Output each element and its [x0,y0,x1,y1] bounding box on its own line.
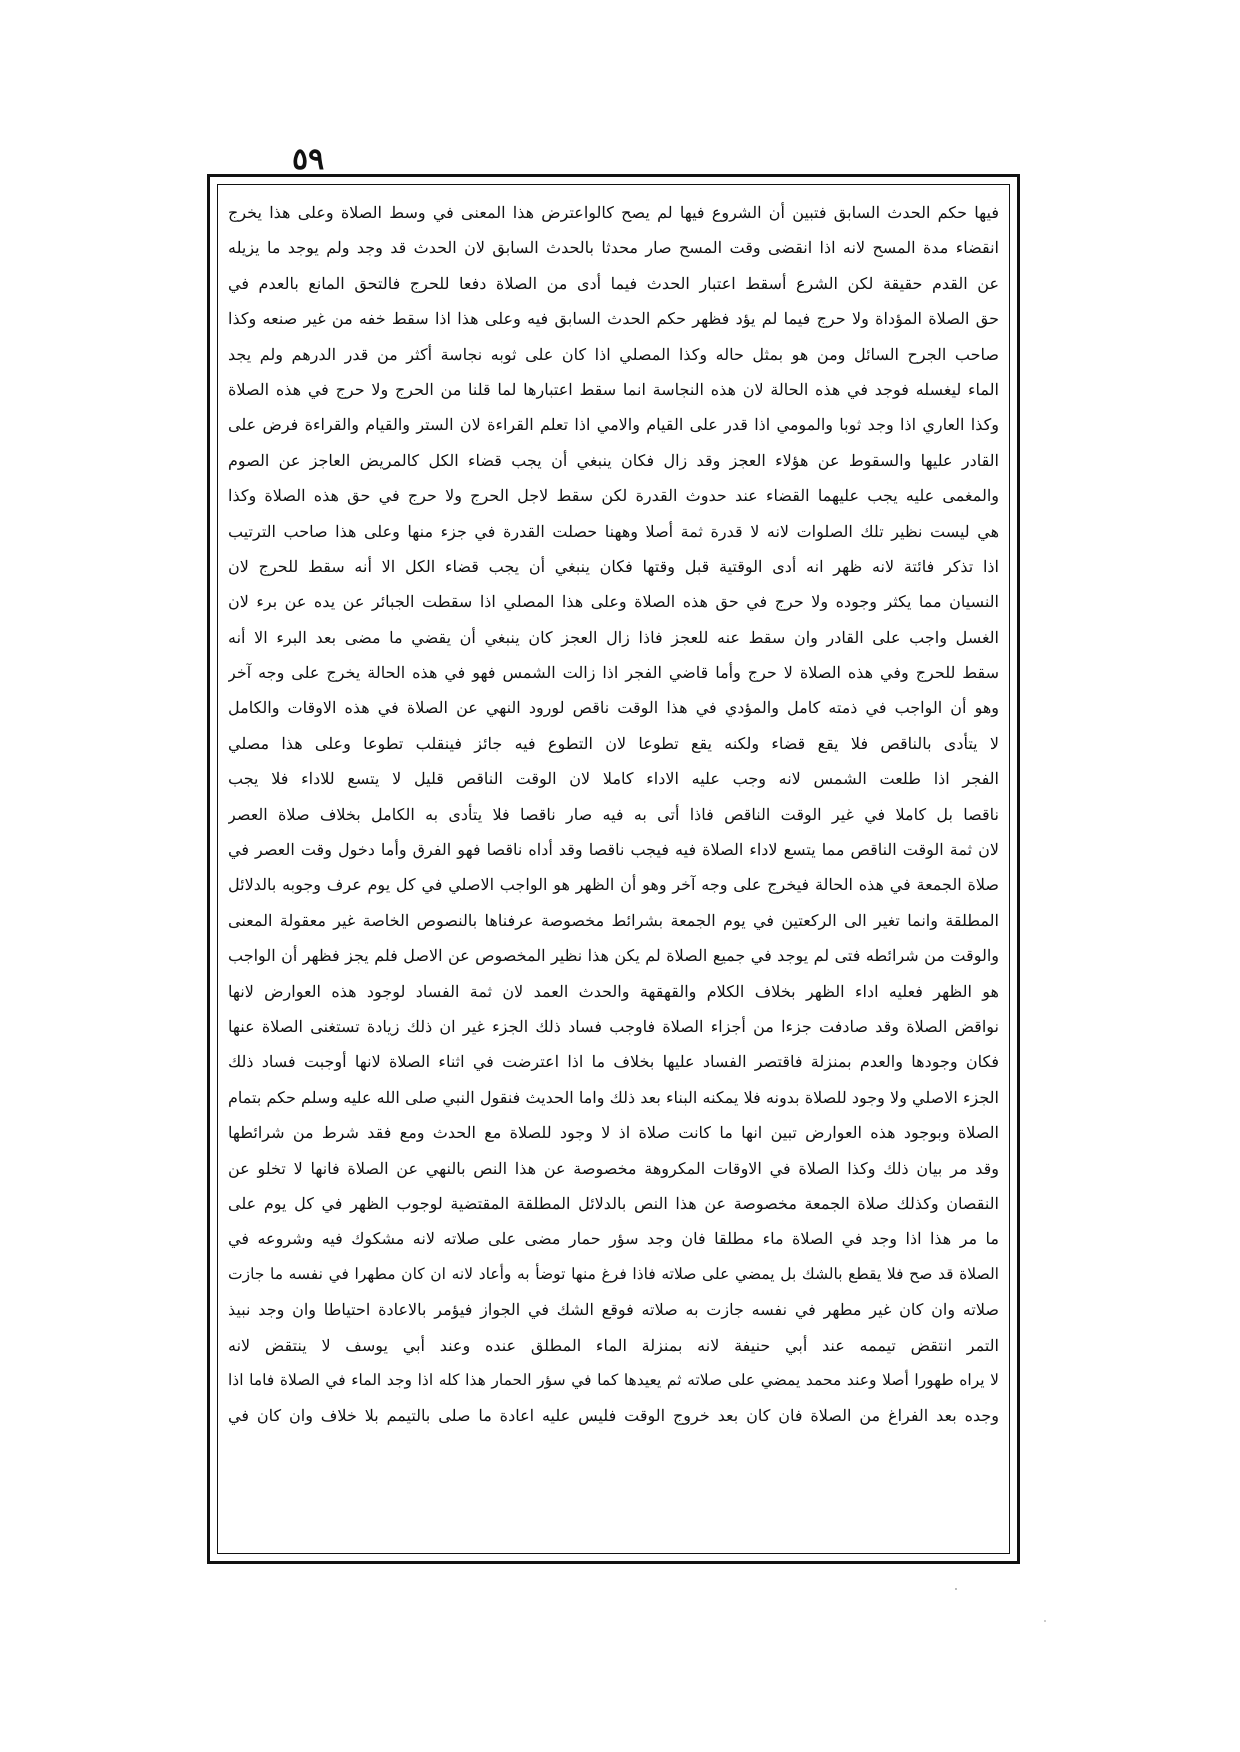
text-line: فكان وجودها والعدم بمنزلة فاقتصر الفساد عليها بخلاف ما اذا اعترضت في اثناء الصلاة لانها أوجبت فساد ذلك [228,1052,999,1072]
text-line: الجزء الاصلي ولا وجود للصلاة بدونه فلا يمكنه البناء بعد ذلك واما الحديث فنقول النبي صلى الله عليه وسلم حكم بتمام [228,1087,999,1107]
text-line: عن القدم حقيقة لكن الشرع أسقط اعتبار الحدث فيما أدى من الصلاة دفعا للحرج فالتحق المانع بالعدم في [228,273,999,293]
scan-speck [955,1588,957,1590]
text-line: وهو أن الواجب في ذمته كامل والمؤدي في هذا الوقت ناقص لورود النهي عن الصلاة في هذه الاوقات والكامل [228,698,999,718]
text-line: النقصان وكذلك صلاة الجمعة مخصوصة عن هذا النص بالدلائل المطلقة المقتضية لوجوب الظهر في كل يوم على [228,1193,999,1213]
text-line: ما مر هذا اذا وجد في الصلاة ماء مطلقا فان وجد سؤر حمار مضى على صلاته لانه مشكوك فيه وشروعه في [228,1229,999,1249]
text-line: حق الصلاة المؤداة ولا حرج فيما لم يؤد فظهر حكم الحدث السابق فيه وعلى هذا اذا سقط خفه من غير صنعه وكذا [228,309,999,329]
text-line: هي ليست نظير تلك الصلوات لانه لا قدرة ثمة أصلا وههنا حصلت القدرة في جزء منها وعلى هذا صاحب الترتيب [228,521,999,541]
text-line: والمغمى عليه يجب عليهما القضاء عند حدوث القدرة لكن سقط لاجل الحرج ولا حرج في حق هذه الصلاة وكذا [228,486,999,506]
text-line: الغسل واجب على القادر وان سقط عنه للعجز فاذا زال العجز كان ينبغي أن يقضي ما مضى بعد البرء الا أنه [228,627,999,647]
text-line: انقضاء مدة المسح لانه اذا انقضى وقت المسح صار محدثا بالحدث السابق لان الحدث قد وجد ولم يوجد ما يزيله [228,238,999,258]
text-line: صلاته وان كان غير مطهر في نفسه جازت به صلاته فوقع الشك في الجواز فيؤمر بالاعادة احتياطا وان وجد نبيذ [228,1300,999,1320]
text-line: والوقت من شرائطه فتى لم يوجد في جميع الصلاة لم يكن هذا نظير المخصوص عن الاصل فلم يجز فظهر أن الواجب [228,946,999,966]
text-line: التمر انتقض تيممه عند أبي حنيفة لانه بمنزلة الماء المطلق عنده وعند أبي يوسف لا ينتقض لانه [228,1335,999,1355]
text-line: وكذا العاري اذا وجد ثوبا والمومي اذا قدر على القيام والامي اذا تعلم القراءة لان الستر والقيام والقراءة فرض على [228,415,999,435]
text-line: لا يراه طهورا أصلا وعند محمد يمضي على صلاته ثم يعيدها كما في سؤر الحمار هذا كله اذا وجد الماء في الصلاة فاما اذا [228,1370,999,1389]
text-line: وجده بعد الفراغ من الصلاة فان كان بعد خروج الوقت فليس عليه اعادة ما صلى بالتيمم بلا خلاف وان كان في [228,1406,999,1426]
text-line: الصلاة قد صح فلا يقطع بالشك بل يمضي على صلاته فاذا فرغ منها توضأ به وأعاد لانه ان كان مطهرا في نفسه ما جازت [228,1264,999,1283]
scan-speck [1044,1620,1046,1622]
text-line: الماء ليغسله فوجد في هذه الحالة لان هذه النجاسة انما سقط اعتبارها لما قلنا من الحرج ولا حرج في هذه الصلاة [228,379,999,399]
text-line: اذا تذكر فائتة لانه ظهر انه أدى الوقتية قبل وقتها فكان ينبغي أن يجب قضاء الكل الا أنه سقط للحرج لان [228,556,999,576]
page-number: ٥٩ [292,142,325,177]
text-body [228,195,999,1434]
text-line: الفجر اذا طلعت الشمس لانه وجب عليه الاداء كاملا لان الوقت الناقص قليل لا يتسع للاداء فلا يجب [228,769,999,789]
text-line: لان ثمة الوقت الناقص مما يتسع لاداء الصلاة فيه فيجب ناقصا وقد أداه ناقصا فهو الفرق وأما دخول وقت العصر في [228,840,999,860]
text-line: الصلاة وبوجود هذه العوارض تبين انها ما كانت صلاة اذ لا وجود للصلاة مع الحدث ومع فقد شرط من شرائطها [228,1123,999,1143]
text-line: القادر عليها والسقوط عن هؤلاء العجز وقد زال فكان ينبغي أن يجب قضاء الكل كالمريض العاجز عن الصوم [228,450,999,470]
text-line: نواقض الصلاة وقد صادفت جزءا من أجزاء الصلاة فاوجب فساد ذلك الجزء غير ان ذلك زيادة تستغنى الصلاة عنها [228,1016,999,1036]
text-line: سقط للحرج وفي هذه الصلاة لا حرج وأما قاضي الفجر اذا زالت الشمس فهو في هذه الحالة يخرج على وجه آخر [228,663,999,683]
text-line: ناقصا بل كاملا في غير الوقت الناقص فاذا أتى به فيه صار ناقصا فلا يتأدى به الكامل بخلاف صلاة العصر [228,804,999,824]
text-line: صلاة الجمعة في هذه الحالة فيخرج على وجه آخر وهو أن الظهر هو الواجب الاصلي في كل يوم عرف وجوبه بالدلائل [228,875,999,895]
text-line: المطلقة وانما تغير الى الركعتين في يوم الجمعة بشرائط مخصوصة عرفناها بالنصوص الخاصة غير معقولة المعنى [228,910,999,930]
text-line: صاحب الجرح السائل ومن هو بمثل حاله وكذا المصلي اذا كان على ثوبه نجاسة أكثر من قدر الدرهم ولم يجد [228,344,999,364]
text-line: هو الظهر فعليه اداء الظهر بخلاف الكلام والقهقهة والحدث العمد لان ثمة الفساد لوجود هذه العوارض لانها [228,981,999,1001]
text-line: لا يتأدى بالناقص فلا يقع قضاء ولكنه يقع تطوعا لان التطوع فيه جائز فينقلب تطوعا وعلى هذا مصلي [228,733,999,753]
text-frame-outer-border [207,174,1020,1564]
text-frame-inner-border [217,184,1010,1554]
text-line: وقد مر بيان ذلك وكذا الصلاة في الاوقات المكروهة مخصوصة عن هذا النص بالنهي عن الصلاة فانها لا تخلو عن [228,1158,999,1178]
text-line: النسيان مما يكثر وجوده ولا حرج في حق هذه الصلاة وعلى هذا المصلي اذا سقطت الجبائر عن يده عن برء لان [228,592,999,612]
text-line: فيها حكم الحدث السابق فتبين أن الشروع فيها لم يصح كالواعترض هذا المعنى في وسط الصلاة وعلى هذا يخرج [228,203,999,222]
